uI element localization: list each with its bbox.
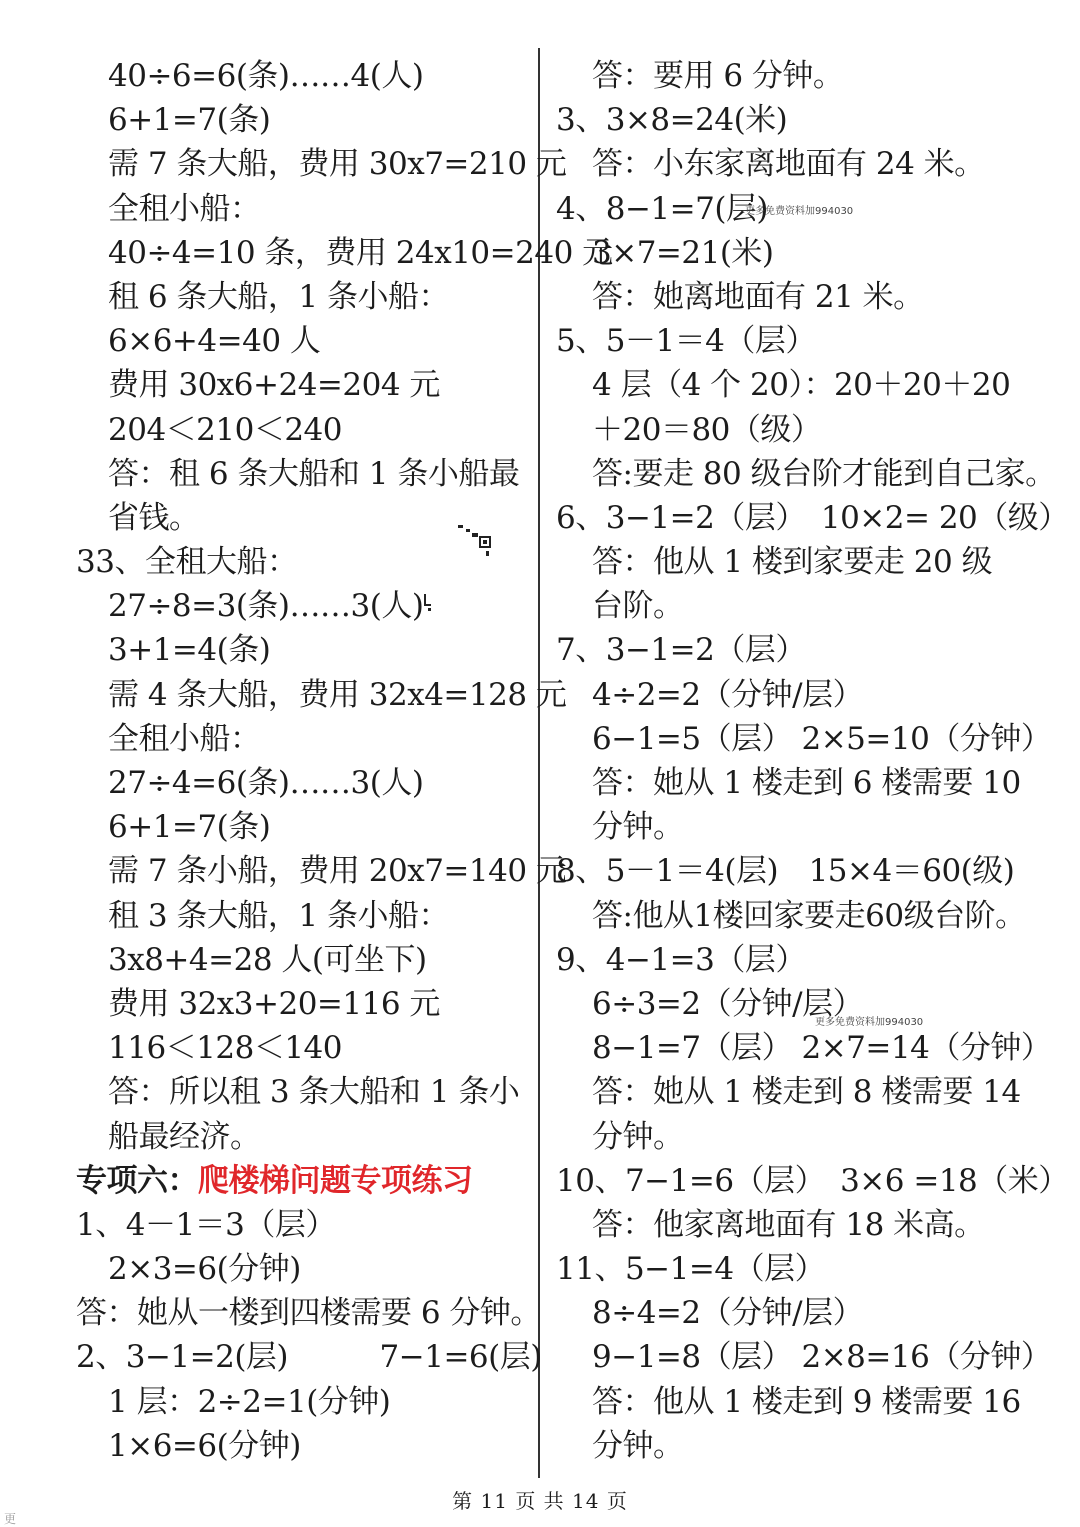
line-text: 答：要用 6 分钟。 <box>592 58 844 94</box>
text-line <box>556 673 1056 717</box>
text-line <box>76 452 531 496</box>
line-text: 4÷2=2（分钟/层） <box>592 676 864 713</box>
text-line <box>76 1335 542 1379</box>
text-line <box>556 628 1056 672</box>
line-text: 3x8+4=28 人(可坐下) <box>108 941 427 978</box>
text-line <box>556 363 1056 407</box>
text-line <box>76 673 567 717</box>
text-line <box>556 1115 1056 1159</box>
line-text: 需 7 条大船，费用 30x7=210 元 <box>108 146 567 183</box>
text-line <box>556 584 1056 628</box>
text-line <box>76 894 531 938</box>
line-text: 6−1=5（层） 2×5=10（分钟） <box>592 720 1052 757</box>
text-line <box>556 761 1056 805</box>
section-heading-highlight: 爬楼梯问题专项练习 <box>198 1162 473 1199</box>
line-text: 8−1=7（层） 2×7=14（分钟） <box>592 1030 1052 1067</box>
line-text: 答：他家离地面有 18 米高。 <box>592 1206 985 1243</box>
line-text: 6÷3=2（分钟/层） <box>592 985 864 1022</box>
text-line <box>556 408 1056 452</box>
text-line <box>76 98 531 142</box>
line-text: 4、8−1=7(层) <box>556 190 769 227</box>
line-text: 6、3−1=2（层） 10×2= 20（级） <box>556 499 1069 536</box>
line-text: 全租小船： <box>108 190 261 227</box>
text-line <box>76 717 531 761</box>
line-text: 3×7=21(米) <box>592 234 774 271</box>
text-line <box>76 1424 531 1468</box>
text-line <box>76 584 531 628</box>
line-text: 116＜128＜140 <box>108 1030 343 1067</box>
line-text: 5、5－1＝4（层） <box>556 323 816 360</box>
text-line <box>556 1335 1056 1379</box>
text-line <box>556 1380 1056 1424</box>
line-text: 2、3−1=2(层) 7−1=6(层) <box>76 1339 542 1376</box>
line-text: 答:要走 80 级台阶才能到自己家。 <box>592 455 1056 492</box>
text-line <box>556 938 1056 982</box>
text-line <box>556 1203 1056 1247</box>
line-text: 需 4 条大船，费用 32x4=128 元 <box>108 676 567 713</box>
line-text: 9−1=8（层） 2×8=16（分钟） <box>592 1339 1052 1376</box>
text-line <box>556 805 1056 849</box>
text-line <box>76 319 531 363</box>
line-text: 答：小东家离地面有 24 米。 <box>592 146 985 183</box>
text-line <box>76 142 567 186</box>
text-line <box>556 142 1056 186</box>
line-text: 答：他从 1 楼到家要走 20 级 <box>592 544 993 581</box>
page-footer: 第 11 页 共 14 页 <box>452 1489 628 1513</box>
text-line <box>556 275 1056 319</box>
section-heading <box>76 1159 531 1203</box>
text-line <box>76 1026 531 1070</box>
line-text: 4 层（4 个 20）：20＋20＋20 <box>592 367 1011 404</box>
line-text: 2×3=6(分钟) <box>108 1251 301 1288</box>
line-text: 1×6=6(分钟) <box>108 1427 301 1464</box>
watermark-text: 更多免费资料加994030 <box>745 206 854 217</box>
line-text: 答：她从 1 楼走到 8 楼需要 14 <box>592 1074 1021 1111</box>
text-line <box>76 1247 531 1291</box>
watermark-text: 更多免费资料加994030 <box>815 1017 924 1028</box>
text-line <box>76 938 531 982</box>
text-line <box>556 540 1056 584</box>
line-text: ＋20＝80（级） <box>592 411 822 448</box>
line-text: 8÷4=2（分钟/层） <box>592 1295 864 1332</box>
text-line <box>556 231 1056 275</box>
text-line <box>556 1159 1069 1203</box>
text-line <box>76 408 531 452</box>
text-line <box>76 805 531 849</box>
text-line <box>556 98 1056 142</box>
line-text: 答：她从 1 楼走到 6 楼需要 10 <box>592 765 1021 801</box>
line-text: 分钟。 <box>592 809 684 846</box>
text-line <box>556 982 1056 1026</box>
text-line <box>556 849 1056 893</box>
text-line <box>76 1380 531 1424</box>
line-text: 答:他从1楼回家要走60级台阶。 <box>592 897 1026 934</box>
line-text: 6×6+4=40 人 <box>108 323 321 360</box>
line-text: 10、7−1=6（层） 3×6 =18（米） <box>556 1162 1069 1199</box>
text-line <box>76 1291 541 1335</box>
line-text: 分钟。 <box>592 1118 684 1155</box>
line-text: 专项六： <box>76 1162 198 1199</box>
line-text: 分钟。 <box>592 1427 684 1464</box>
text-line <box>76 1203 531 1247</box>
line-text: 33、全租大船： <box>76 544 298 581</box>
line-text: 台阶。 <box>592 588 684 625</box>
small-mark-icon <box>422 592 434 614</box>
text-line <box>556 1247 1056 1291</box>
line-text: 8、5－1＝4(层) 15×4＝60(级) <box>556 853 1015 890</box>
line-text: 租 6 条大船，1 条小船： <box>108 278 450 315</box>
line-text: 9、4−1=3（层） <box>556 941 806 978</box>
line-text: 需 7 条小船，费用 20x7=140 元 <box>108 853 567 890</box>
line-text: 船最经济。 <box>108 1118 261 1155</box>
line-text: 7、3−1=2（层） <box>556 632 806 669</box>
text-line <box>556 717 1056 761</box>
line-text: 答：她离地面有 21 米。 <box>592 278 924 315</box>
text-line <box>76 982 531 1026</box>
text-line <box>76 363 531 407</box>
text-line <box>76 275 531 319</box>
line-text: 204＜210＜240 <box>108 411 343 448</box>
text-line <box>556 894 1056 938</box>
line-text: 答：租 6 条大船和 1 条小船最 <box>108 455 520 492</box>
line-text: 全租小船： <box>108 720 261 757</box>
line-text: 27÷8=3(条)……3(人) <box>108 588 424 625</box>
line-text: 答：他从 1 楼走到 9 楼需要 16 <box>592 1383 1021 1420</box>
text-line <box>76 849 567 893</box>
line-text: 答：她从一楼到四楼需要 6 分钟。 <box>76 1295 541 1332</box>
text-line <box>76 187 531 231</box>
line-text: 11、5−1=4（层） <box>556 1251 826 1288</box>
qr-fragment-icon <box>458 523 494 559</box>
text-line <box>76 231 613 275</box>
text-line <box>556 452 1056 496</box>
line-text: 27÷4=6(条)……3(人) <box>108 765 424 801</box>
line-text: 答：所以租 3 条大船和 1 条小 <box>108 1074 520 1111</box>
line-text: 6+1=7(条) <box>108 102 271 139</box>
line-text: 租 3 条大船，1 条小船： <box>108 897 450 934</box>
text-line <box>76 628 531 672</box>
text-line <box>76 54 531 98</box>
text-line <box>556 1026 1056 1070</box>
text-line <box>76 761 531 805</box>
line-text: 1 层：2÷2=1(分钟) <box>108 1383 391 1420</box>
text-line <box>556 496 1069 540</box>
text-line <box>556 1424 1056 1468</box>
text-line <box>556 1070 1056 1114</box>
line-text: 40÷4=10 条，费用 24x10=240 元 <box>108 234 613 271</box>
line-text: 费用 32x3+20=116 元 <box>108 985 440 1022</box>
line-text: 40÷6=6(条)……4(人) <box>108 58 424 94</box>
line-text: 省钱。 <box>108 499 200 536</box>
text-line <box>76 1115 531 1159</box>
left-column <box>76 54 613 1468</box>
text-line <box>556 54 1056 98</box>
line-text: 3+1=4(条) <box>108 632 271 669</box>
text-line <box>556 1291 1056 1335</box>
line-text: 1、4－1＝3（层） <box>76 1206 336 1243</box>
text-line <box>76 1070 531 1114</box>
line-text: 费用 30x6+24=204 元 <box>108 367 440 404</box>
text-line <box>556 319 1056 363</box>
line-text: 3、3×8=24(米) <box>556 102 788 139</box>
right-column <box>556 54 1069 1468</box>
line-text: 6+1=7(条) <box>108 809 271 846</box>
corner-text: 更 <box>4 1512 17 1526</box>
